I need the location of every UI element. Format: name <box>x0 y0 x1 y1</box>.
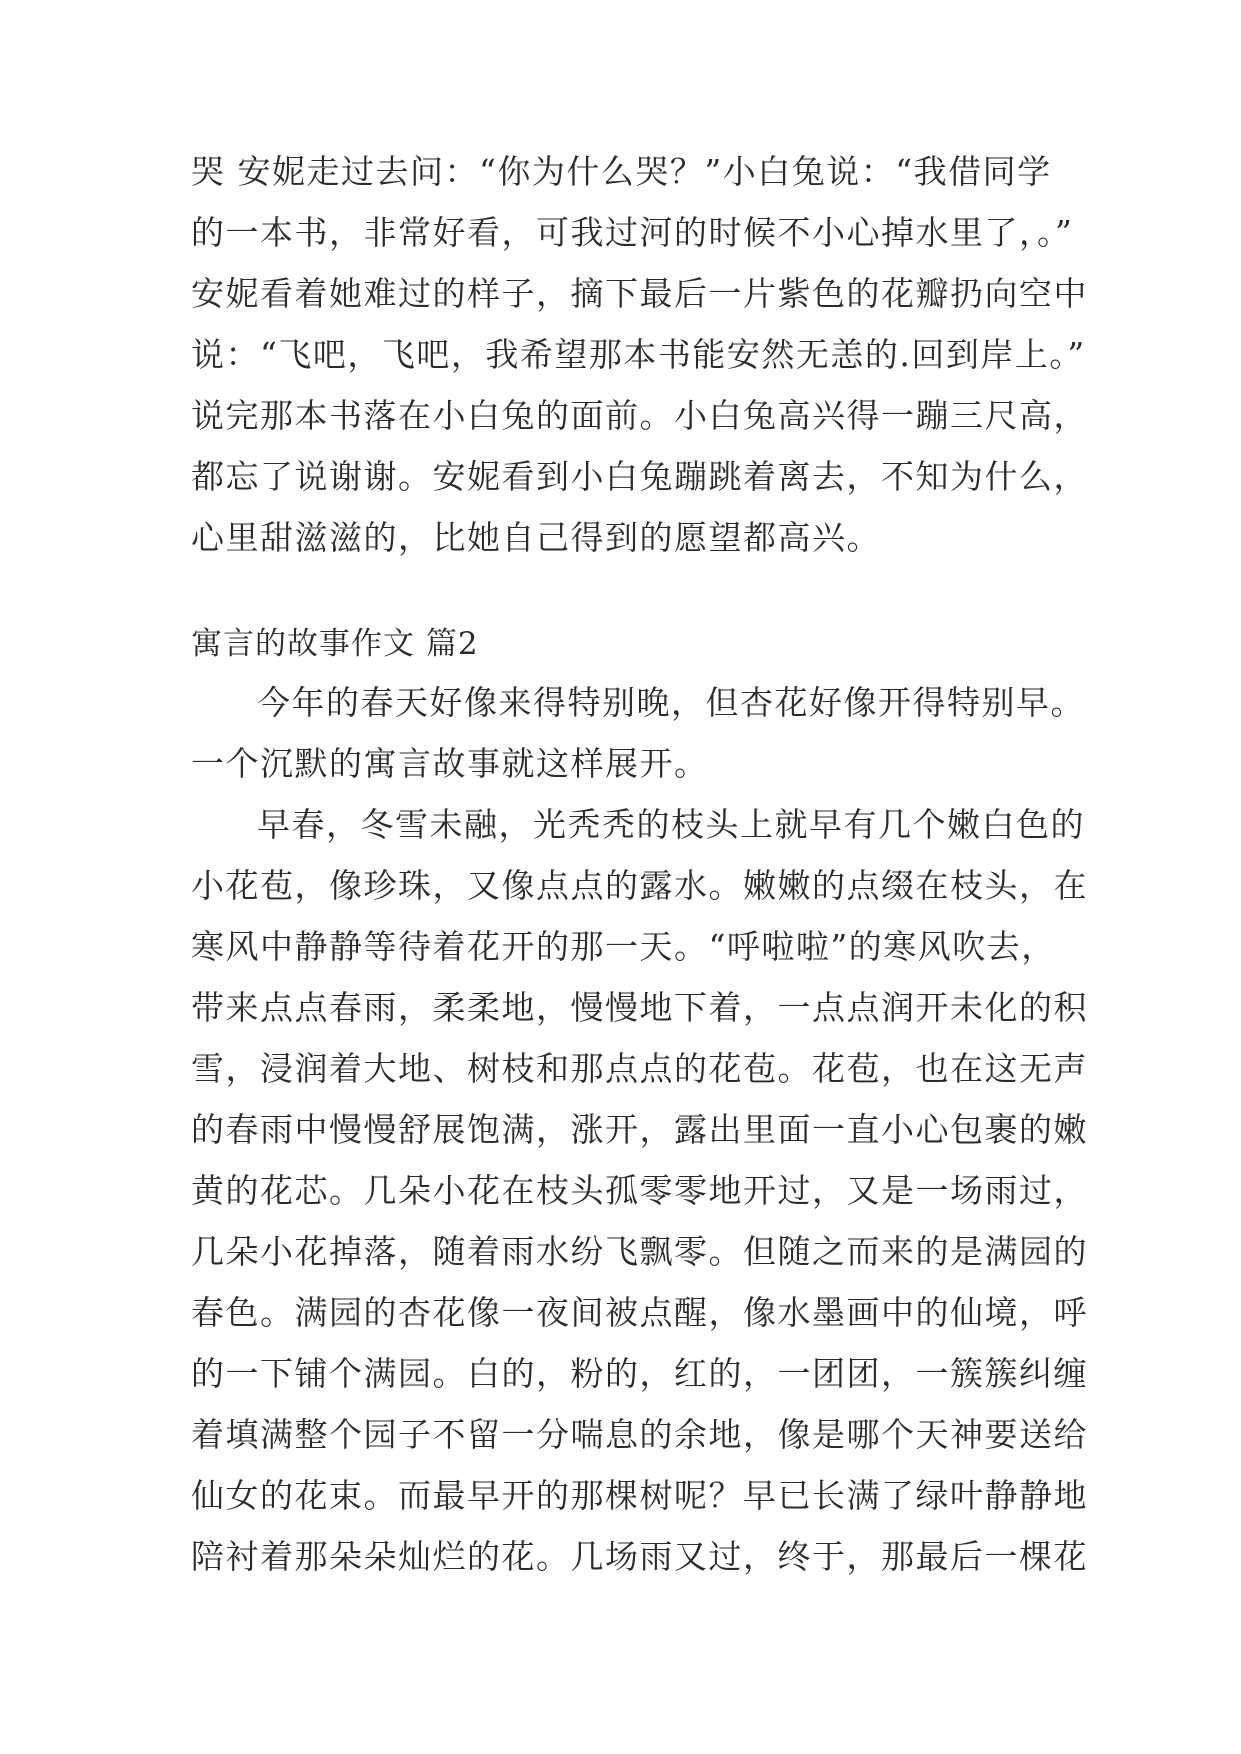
paragraph-line: 春色。满园的杏花像一夜间被点醒，像水墨画中的仙境，呼 <box>191 1293 1088 1332</box>
story-line: 哭 安妮走过去问：“你为什么哭？”小白兔说：“我借同学 <box>191 152 1052 191</box>
paragraph-line: 今年的春天好像来得特别晚，但杏花好像开得特别早。 <box>257 683 1085 722</box>
paragraph-line: 几朵小花掉落，随着雨水纷飞飘零。但随之而来的是满园的 <box>191 1232 1088 1271</box>
paragraph-line: 一个沉默的寓言故事就这样展开。 <box>191 744 709 783</box>
paragraph-line: 早春，冬雪未融，光秃秃的枝头上就早有几个嫩白色的 <box>257 805 1085 844</box>
paragraph-line: 陪衬着那朵朵灿烂的花。几场雨又过，终于，那最后一棵花 <box>191 1537 1088 1576</box>
paragraph-line: 带来点点春雨，柔柔地，慢慢地下着，一点点润开未化的积 <box>191 988 1088 1027</box>
paragraph-line: 小花苞，像珍珠，又像点点的露水。嫩嫩的点缀在枝头，在 <box>191 866 1088 905</box>
paragraph-line: 的春雨中慢慢舒展饱满，涨开，露出里面一直小心包裹的嫩 <box>191 1110 1088 1149</box>
paragraph-line: 黄的花芯。几朵小花在枝头孤零零地开过，又是一场雨过， <box>191 1171 1088 1210</box>
story-line: 的一本书，非常好看，可我过河的时候不小心掉水里了，。” <box>191 213 1074 252</box>
paragraph-line: 的一下铺个满园。白的，粉的，红的，一团团，一簇簇纠缠 <box>191 1354 1088 1393</box>
story-line: 说：“飞吧，飞吧，我希望那本书能安然无恙的.回到岸上。” <box>191 335 1086 374</box>
section-heading: 寓言的故事作文 篇2 <box>191 626 479 662</box>
paragraph-line: 着填满整个园子不留一分喘息的余地，像是哪个天神要送给 <box>191 1415 1088 1454</box>
paragraph-line: 雪，浸润着大地、树枝和那点点的花苞。花苞，也在这无声 <box>191 1049 1088 1088</box>
story-line: 心里甜滋滋的，比她自己得到的愿望都高兴。 <box>191 518 881 557</box>
paragraph-line: 仙女的花束。而最早开的那棵树呢？早已长满了绿叶静静地 <box>191 1476 1088 1515</box>
story-line: 都忘了说谢谢。安妮看到小白兔蹦跳着离去，不知为什么， <box>191 457 1088 496</box>
paragraph-line: 寒风中静静等待着花开的那一天。“呼啦啦”的寒风吹去， <box>191 927 1056 966</box>
story-line: 安妮看着她难过的样子，摘下最后一片紫色的花瓣扔向空中 <box>191 274 1088 313</box>
story-line: 说完那本书落在小白兔的面前。小白兔高兴得一蹦三尺高， <box>191 396 1088 435</box>
